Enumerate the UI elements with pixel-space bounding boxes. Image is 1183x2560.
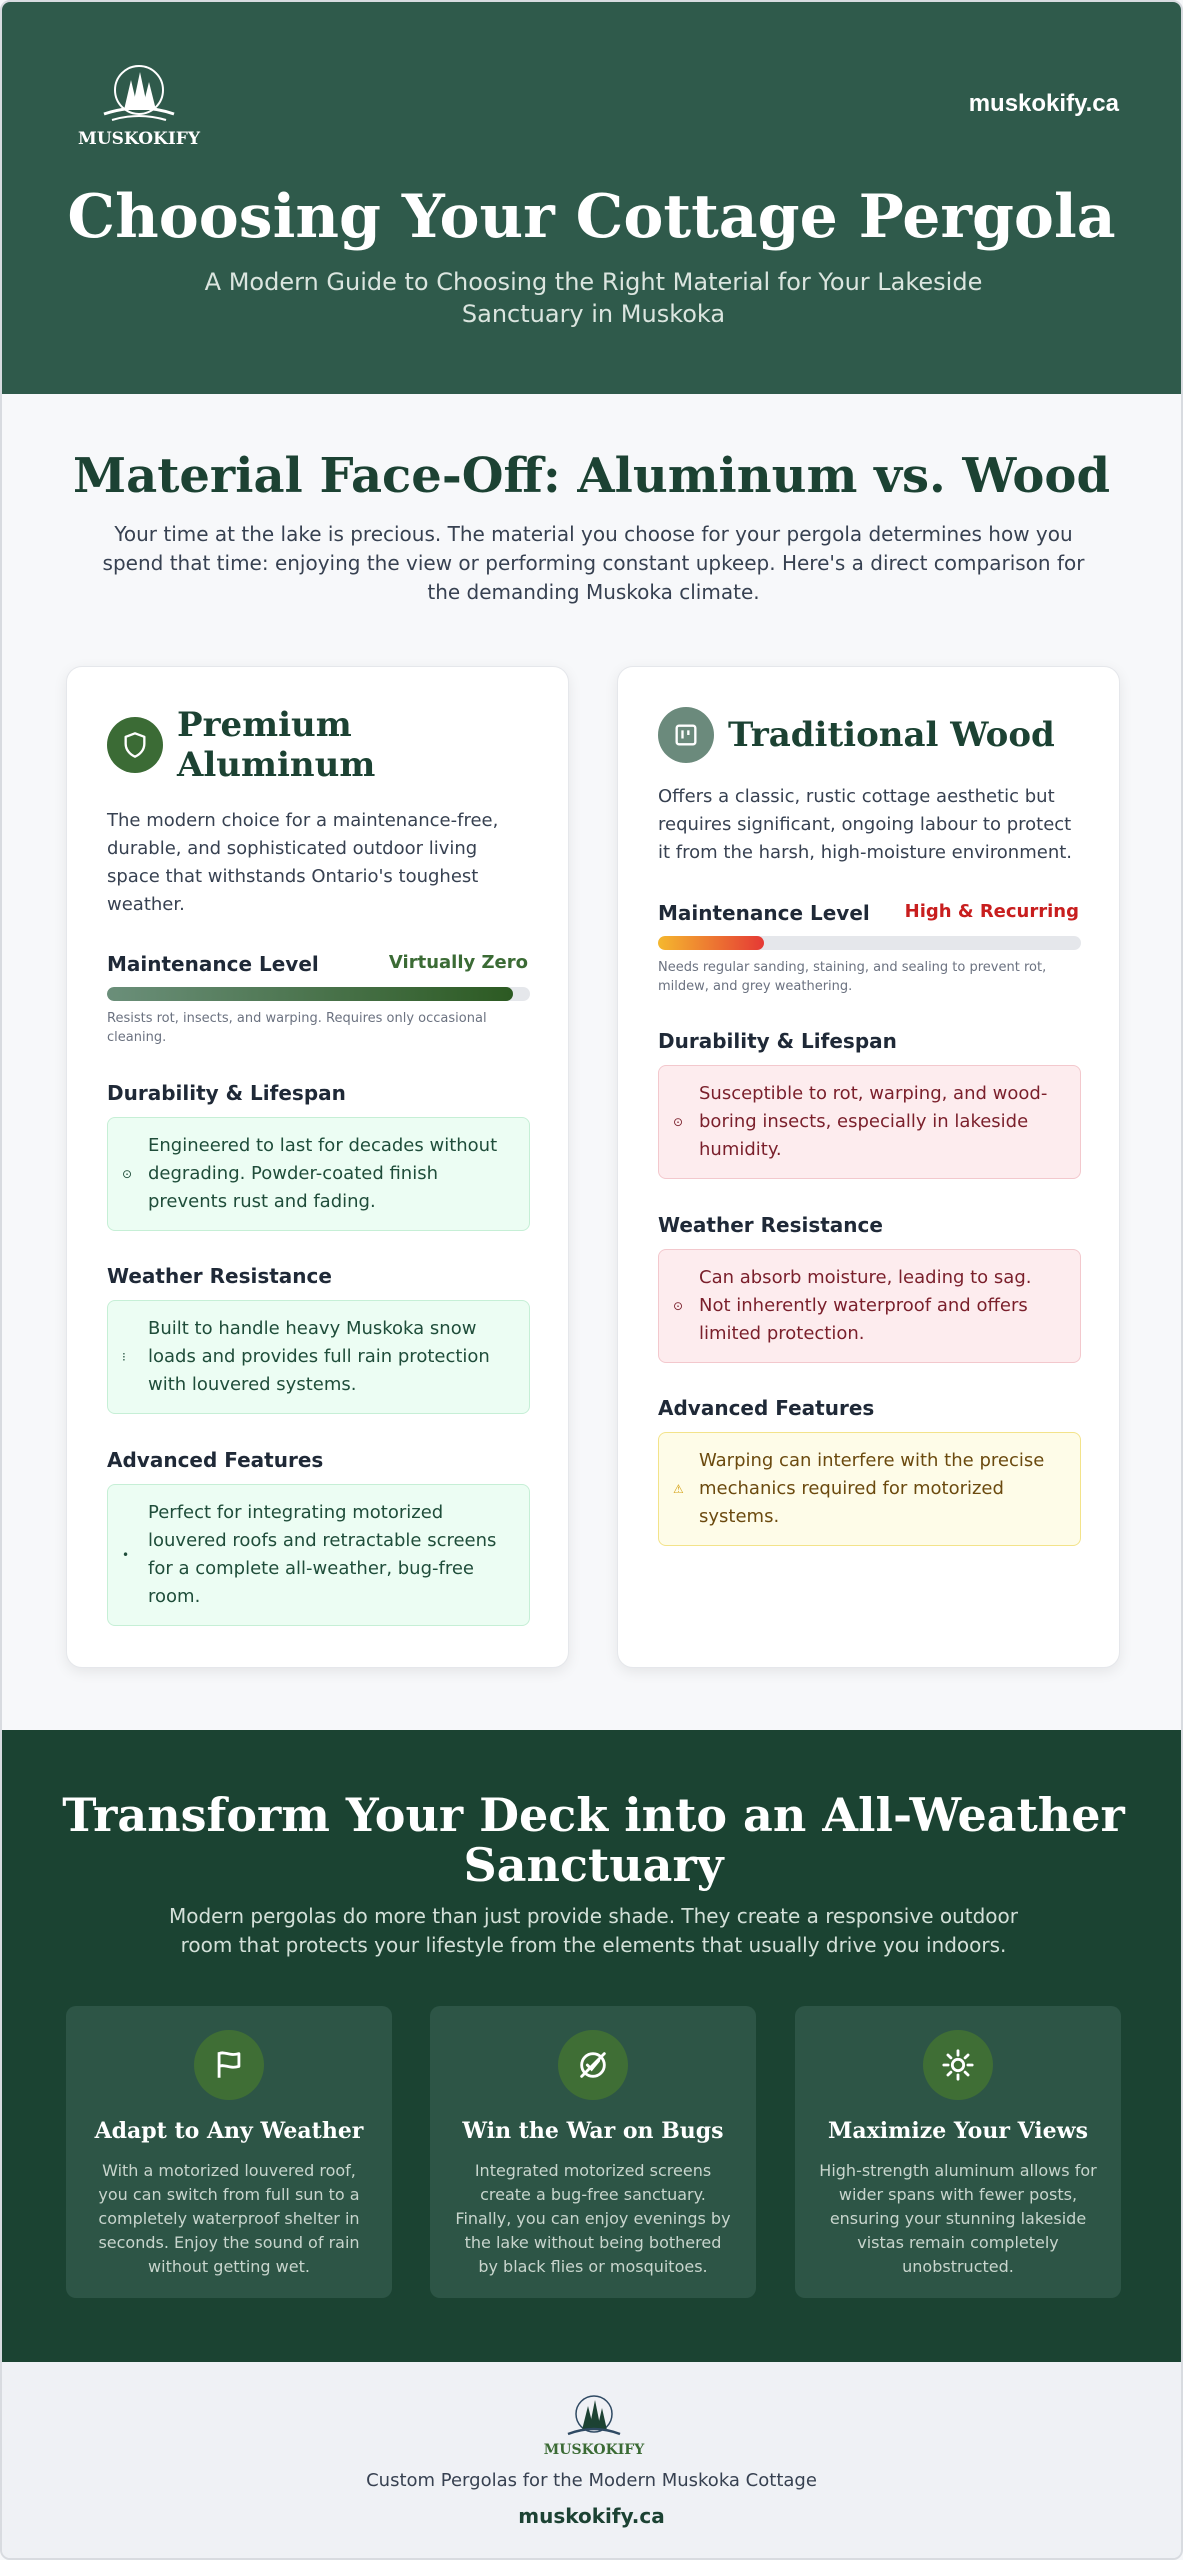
transform-subtitle: Modern pergolas do more than just provide shade. They create a responsive outdoor room that protects your lifestyle from the elements that usually drive you indoors. [168,1904,1018,1957]
feature-title: Adapt to Any Weather [94,2118,364,2144]
wood-durability-box [658,1065,1081,1179]
aluminum-weather-box [107,1300,530,1414]
site-link[interactable]: muskokify.ca [968,90,1119,117]
aluminum-features-box [107,1484,530,1626]
wood-features-heading: Advanced Features [658,1396,875,1420]
flag-icon [194,2030,264,2100]
footer [2,2362,1181,2560]
feature-title: Maximize Your Views [828,2118,1088,2144]
footer-logo-text: MUSKOKIFY [543,2442,645,2458]
umbrella-icon: ⁝ [122,1350,126,1364]
wood-durability-text: Susceptible to rot, warping, and wood-boring insects, especially in lakeside humidity. [699,1083,1048,1160]
transform-title: Transform Your Deck into an All-Weather Sanctuary [62,1788,1125,1892]
wood-maintenance-label: Maintenance Level [658,901,870,925]
page-title: Choosing Your Cottage Pergola [67,182,1116,252]
wood-description: Offers a classic, rustic cottage aesthetic but requires significant, ongoing labour to protect it from the harsh, high-moisture environment. [658,786,1073,863]
warning-circle-icon: ⊙ [673,1299,684,1313]
wood-maintenance-fill [658,936,764,950]
muskokify-logo[interactable] [64,62,214,152]
aluminum-maintenance-fill [107,987,513,1001]
wood-weather-box [658,1249,1081,1363]
warning-triangle-icon: ⚠ [673,1482,684,1496]
wood-card [617,666,1120,1668]
feature-card-weather [66,2006,392,2298]
logo-text: MUSKOKIFY [78,129,200,149]
comparison-title: Material Face-Off: Aluminum vs. Wood [72,448,1110,504]
aluminum-durability-box [107,1117,530,1231]
check-circle-icon: ⊙ [122,1167,133,1181]
wood-weather-text: Can absorb moisture, leading to sag. Not inherently waterproof and offers limited protection. [699,1267,1032,1344]
aluminum-card [66,666,569,1668]
feature-body: With a motorized louvered roof, you can switch from full sun to a completely waterproof shelter in seconds. Enjoy the sound of rain without getting wet. [98,2161,360,2276]
page-subtitle: A Modern Guide to Choosing the Right Material for Your Lakeside Sanctuary in Muskoka [204,268,983,328]
feature-title: Win the War on Bugs [462,2118,724,2144]
wood-panel-icon [658,707,714,763]
wood-weather-heading: Weather Resistance [658,1213,883,1237]
aluminum-durability-text: Engineered to last for decades without degrading. Powder-coated finish prevents rust and fading. [148,1135,498,1212]
shield-icon [107,717,163,773]
footer-logo[interactable] [532,2392,656,2460]
wood-maintenance-note: Needs regular sanding, staining, and sealing to prevent rot, mildew, and grey weathering. [658,960,1047,994]
aluminum-maintenance-note: Resists rot, insects, and warping. Requires only occasional cleaning. [107,1011,487,1045]
aluminum-maintenance-label: Maintenance Level [107,952,319,976]
transform-section [2,1730,1181,2362]
wood-title: Traditional Wood [728,715,1055,755]
comparison-intro: Your time at the lake is precious. The material you choose for your pergola determines how you spend that time: enjoying the view or performing constant upkeep. Here's a direct comparison for the demanding Muskoka climate. [102,522,1085,604]
wood-maintenance-value: High & Recurring [904,901,1079,922]
feature-body: Integrated motorized screens create a bug-free sanctuary. Finally, you can enjoy evenings by the lake without being bothered by black flies or mosquitoes. [455,2161,731,2276]
wood-durability-heading: Durability & Lifespan [658,1029,897,1053]
aluminum-weather-text: Built to handle heavy Muskoka snow loads and provides full rain protection with louvered systems. [148,1318,490,1395]
aluminum-durability-heading: Durability & Lifespan [107,1081,346,1105]
aluminum-weather-heading: Weather Resistance [107,1264,332,1288]
aluminum-maintenance-bar [107,987,530,1001]
aluminum-description: The modern choice for a maintenance-free, durable, and sophisticated outdoor living space that withstands Ontario's toughest weather. [107,810,499,915]
warning-circle-icon: ⊙ [673,1115,684,1129]
feature-card-views [795,2006,1121,2298]
aluminum-title: Premium Aluminum [177,705,376,785]
aluminum-features-text: Perfect for integrating motorized louvered roofs and retractable screens for a complete all-weather, bug-free room. [148,1502,497,1607]
wood-maintenance-bar [658,936,1081,950]
wood-features-box [658,1432,1081,1546]
aluminum-features-heading: Advanced Features [107,1448,324,1472]
feature-body: High-strength aluminum allows for wider spans with fewer posts, ensuring your stunning lakeside vistas remain completely unobstructed. [819,2161,1097,2276]
hero-header [2,2,1181,394]
sun-icon [923,2030,993,2100]
wood-features-text: Warping can interfere with the precise mechanics required for motorized systems. [699,1450,1045,1527]
feature-card-bugs [430,2006,756,2298]
no-bug-icon [558,2030,628,2100]
footer-tagline: Custom Pergolas for the Modern Muskoka Cottage [366,2470,817,2491]
footer-link[interactable]: muskokify.ca [518,2504,665,2528]
sparkle-icon: • [122,1548,130,1562]
aluminum-maintenance-value: Virtually Zero [388,952,528,973]
